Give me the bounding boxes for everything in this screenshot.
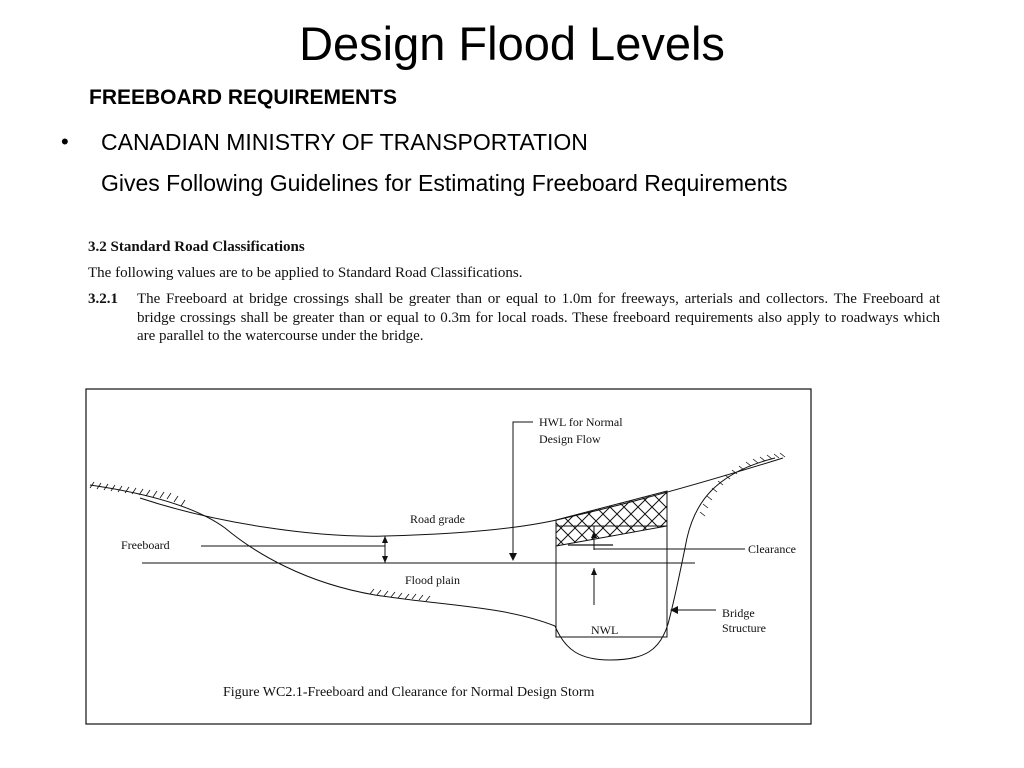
flood-plain-hatch	[370, 589, 430, 601]
slide-subtitle: FREEBOARD REQUIREMENTS	[89, 86, 398, 109]
clause-number: 3.2.1	[88, 291, 118, 307]
section-intro: The following values are to be applied to Standard Road Classifications.	[88, 265, 523, 281]
label-hwl-line1: HWL for Normal	[539, 415, 623, 429]
bullet-main-text: CANADIAN MINISTRY OF TRANSPORTATION	[101, 129, 588, 155]
slide-title: Design Flood Levels	[299, 17, 725, 70]
freeboard-arrow-up	[382, 536, 388, 543]
freeboard-arrow-down	[382, 556, 388, 563]
label-bridge-line1: Bridge	[722, 606, 755, 620]
bullet-marker: •	[61, 129, 69, 154]
right-ground-hatch	[700, 453, 785, 516]
freeboard-diagram	[85, 388, 812, 725]
clause-text: The Freeboard at bridge crossings shall be greater than or equal to 1.0m for freeways, arterials and collectors. The Freeboard at bridge crossings shall be greater than or equal to 0.3m for local roads. These freeboard requirements also apply to roadways which are parallel to the watercourse under the bridge.	[137, 291, 940, 344]
label-road-grade: Road grade	[410, 512, 465, 526]
label-clearance: Clearance	[748, 542, 796, 556]
figure-caption: Figure WC2.1-Freeboard and Clearance for Normal Design Storm	[223, 685, 595, 700]
nwl-arrow-up	[591, 568, 597, 575]
label-freeboard: Freeboard	[121, 538, 170, 552]
freeboard-figure	[85, 388, 812, 725]
label-bridge-line2: Structure	[722, 621, 766, 635]
label-nwl: NWL	[591, 623, 619, 637]
bridge-deck-hatch	[556, 491, 667, 546]
figure-border	[86, 389, 811, 724]
label-hwl-line2: Design Flow	[539, 432, 601, 446]
left-bank-slope	[90, 485, 555, 626]
hwl-pointer	[513, 422, 533, 560]
section-heading: 3.2 Standard Road Classifications	[88, 239, 305, 255]
label-flood-plain: Flood plain	[405, 573, 461, 587]
bullet-sub-text: Gives Following Guidelines for Estimating Freeboard Requirements	[101, 170, 788, 196]
